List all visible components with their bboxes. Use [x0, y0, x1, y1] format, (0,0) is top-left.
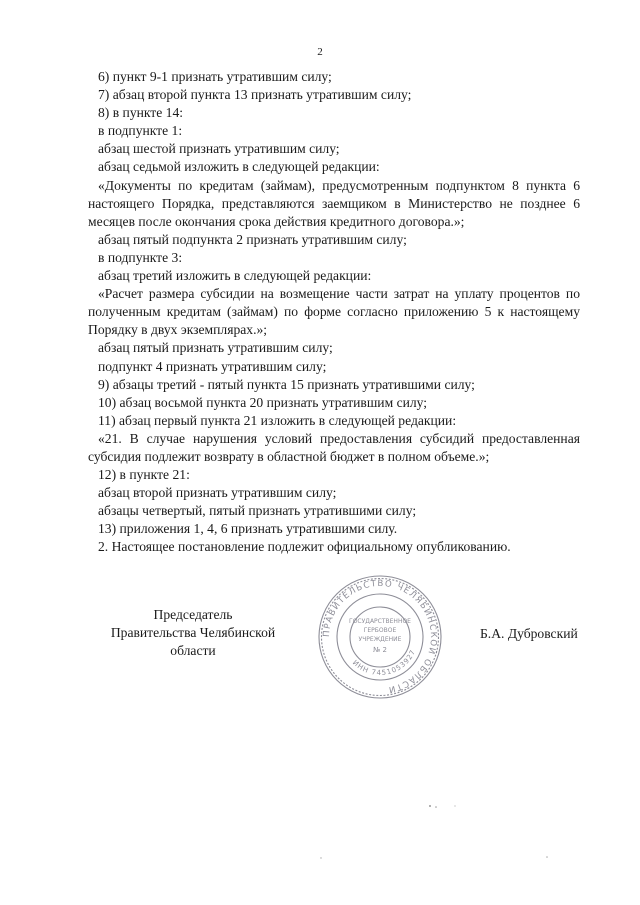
- paragraph: абзац второй признать утратившим силу;: [98, 485, 337, 501]
- paragraph: абзац седьмой изложить в следующей редакции:: [98, 159, 380, 175]
- paragraph: абзац третий изложить в следующей редакции:: [98, 268, 372, 284]
- paragraph: 2. Настоящее постановление подлежит официальному опубликованию.: [98, 539, 511, 555]
- signatory-position-line: Правительства Челябинской области: [110, 625, 276, 658]
- paragraph: 9) абзацы третий - пятый пункта 15 признать утратившими силу;: [98, 376, 475, 392]
- paragraph: 6) пункт 9-1 признать утратившим силу;: [98, 69, 332, 84]
- seal-center-text: УЧРЕЖДЕНИЕ: [358, 636, 402, 643]
- seal-ring-text: ПРАВИТЕЛЬСТВО ЧЕЛЯБИНСКОЙ ОБЛАСТИ: [321, 578, 439, 695]
- seal-code-text: ИНН 7451053927: [350, 648, 418, 678]
- paragraph: 7) абзац второй пункта 13 признать утратившим силу;: [98, 87, 412, 103]
- paragraph: в подпункте 3:: [98, 249, 183, 265]
- paragraph: в подпункте 1:: [98, 123, 183, 139]
- paragraph: 8) в пункте 14:: [98, 105, 184, 121]
- paragraph: подпункт 4 признать утратившим силу;: [98, 358, 327, 374]
- paragraph: абзац пятый признать утратившим силу;: [98, 340, 333, 356]
- seal-center-text: № 2: [373, 646, 387, 654]
- paragraph: «21. В случае нарушения условий предоставления субсидий предоставленная субсидия подлежит возврату в областной бюджет в полном объеме.»;: [88, 430, 580, 464]
- seal-center-text: ГЕРБОВОЕ: [363, 627, 397, 634]
- paragraph: «Документы по кредитам (займам), предусмотренным подпунктом 8 пункта 6 настоящего Порядка, представляются заемщиком в Министерство не позднее 6 месяцев после окончания срока действия кредитного договора.»;: [88, 177, 580, 229]
- seal-center-text: ГОСУДАРСТВЕННОЕ: [349, 618, 411, 625]
- signatory-name: Б.А. Дубровский: [480, 626, 578, 641]
- paragraph: 12) в пункте 21:: [98, 467, 190, 483]
- page-number: 2: [317, 46, 323, 58]
- signatory-position-line: Председатель: [153, 607, 233, 622]
- paragraph: 13) приложения 1, 4, 6 признать утратившими силу.: [98, 521, 398, 537]
- paragraph: 11) абзац первый пункта 21 изложить в следующей редакции:: [98, 412, 457, 428]
- paragraph: абзац шестой признать утратившим силу;: [98, 141, 340, 157]
- paragraph: «Расчет размера субсидии на возмещение части затрат на уплату процентов по полученным кредитам (займам) по форме согласно приложению 5 к настоящему Порядку в двух экземплярах.»;: [88, 286, 580, 338]
- paragraph: абзацы четвертый, пятый признать утратившими силу;: [98, 503, 417, 519]
- paragraph: 10) абзац восьмой пункта 20 признать утратившим силу;: [98, 394, 428, 410]
- paragraph: абзац пятый подпункта 2 признать утратившим силу;: [98, 231, 407, 247]
